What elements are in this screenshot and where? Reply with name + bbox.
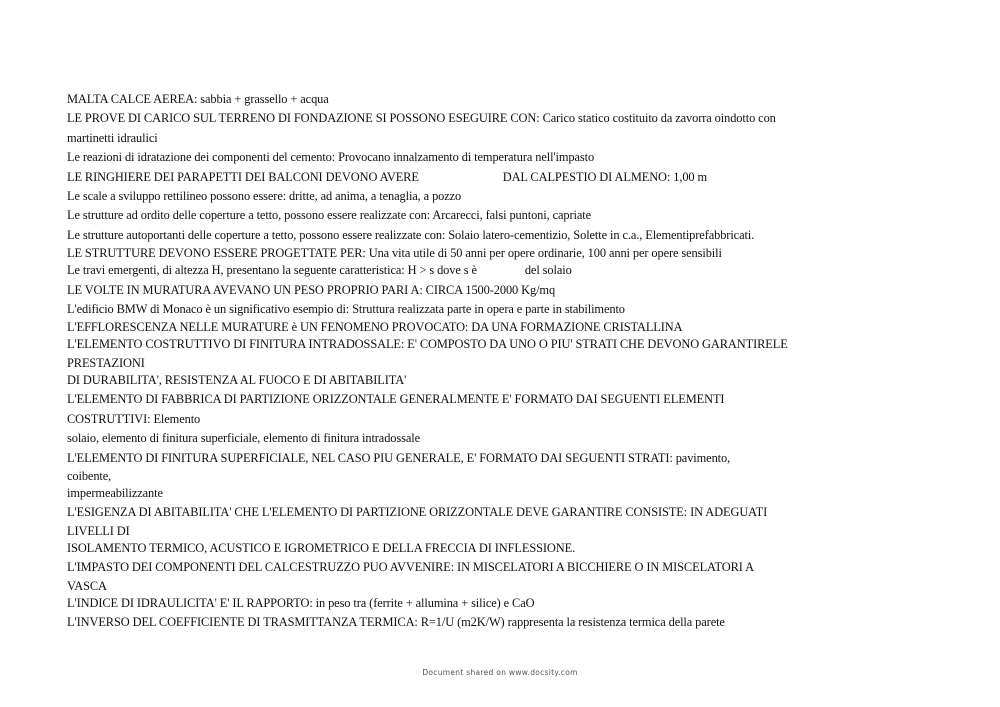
document-body [67,90,927,632]
text-line: L'ESIGENZA DI ABITABILITA' CHE L'ELEMENTO DI PARTIZIONE ORIZZONTALE DEVE GARANTIRE CONSISTE: IN ADEGUATI [67,505,768,520]
text-line: DI DURABILITA', RESISTENZA AL FUOCO E DI ABITABILITA' [67,372,407,387]
text-line: L'INDICE DI IDRAULICITA' E' IL RAPPORTO: in peso tra (ferrite + allumina + silice) e CaO [67,595,535,610]
text-line: MALTA CALCE AEREA: sabbia + grassello + acqua [67,92,329,106]
text-line: L'edificio BMW di Monaco è un significativo esempio di: Struttura realizzata parte in opera e parte in stabilimento [67,302,625,317]
text-line: L'ELEMENTO DI FINITURA SUPERFICIALE, NEL CASO PIU GENERALE, E' FORMATO DAI SEGUENTI STRATI: pavimento, [67,450,731,465]
text-line: Le reazioni di idratazione dei componenti del cemento: Provocano innalzamento di temperatura nell'impasto [67,150,595,165]
text-line: LE RINGHIERE DEI PARAPETTI DEI BALCONI DEVONO AVERE DAL CALPESTIO DI ALMENO: 1,00 m [67,169,708,184]
text-line: Le strutture autoportanti delle coperture a tetto, possono essere realizzate con: Solaio latero-cementizio, Solette in c.a., Elementiprefabbricati. [67,227,755,242]
text-line: Le travi emergenti, di altezza H, presentano la seguente caratteristica: H > s dove s è del solaio [67,263,572,278]
text-line: coibente, [67,468,112,483]
text-line: ISOLAMENTO TERMICO, ACUSTICO E IGROMETRICO E DELLA FRECCIA DI INFLESSIONE. [67,540,576,555]
text-line: L'INVERSO DEL COEFFICIENTE DI TRASMITTANZA TERMICA: R=1/U (m2K/W) rappresenta la resistenza termica della parete [67,614,725,629]
text-line: L'EFFLORESCENZA NELLE MURATURE è UN FENOMENO PROVOCATO: DA UNA FORMAZIONE CRISTALLINA [67,320,683,335]
docsity-footer: Document shared on www.docsity.com [422,668,578,677]
text-line: L'ELEMENTO DI FABBRICA DI PARTIZIONE ORIZZONTALE GENERALMENTE E' FORMATO DAI SEGUENTI ELEMENTI [67,392,725,407]
text-line: Le strutture ad ordito delle coperture a tetto, possono essere realizzate con: Arcarecci, falsi puntoni, capriate [67,208,592,223]
text-line: L'IMPASTO DEI COMPONENTI DEL CALCESTRUZZO PUO AVVENIRE: IN MISCELATORI A BICCHIERE O IN MISCELATORI A [67,560,754,575]
text-line: impermeabilizzante [67,485,163,500]
text-line: LIVELLI DI [67,523,130,538]
text-line: martinetti idraulici [67,130,158,145]
text-line: LE STRUTTURE DEVONO ESSERE PROGETTATE PER: Una vita utile di 50 anni per opere ordinarie, 100 anni per opere sensibili [67,246,722,261]
text-line: LE VOLTE IN MURATURA AVEVANO UN PESO PROPRIO PARI A: CIRCA 1500-2000 Kg/mq [67,282,556,297]
text-line: VASCA [67,578,107,593]
text-line: PRESTAZIONI [67,355,145,370]
text-line: L'ELEMENTO COSTRUTTIVO DI FINITURA INTRADOSSALE: E' COMPOSTO DA UNO O PIU' STRATI CHE DEVONO GARANTIRELE [67,337,788,352]
text-line: COSTRUTTIVI: Elemento [67,411,201,426]
text-line: solaio, elemento di finitura superficiale, elemento di finitura intradossale [67,431,420,446]
text-line: LE PROVE DI CARICO SUL TERRENO DI FONDAZIONE SI POSSONO ESEGUIRE CON: Carico statico costituito da zavorra oindotto con [67,111,776,126]
text-line: Le scale a sviluppo rettilineo possono essere: dritte, ad anima, a tenaglia, a pozzo [67,189,462,204]
